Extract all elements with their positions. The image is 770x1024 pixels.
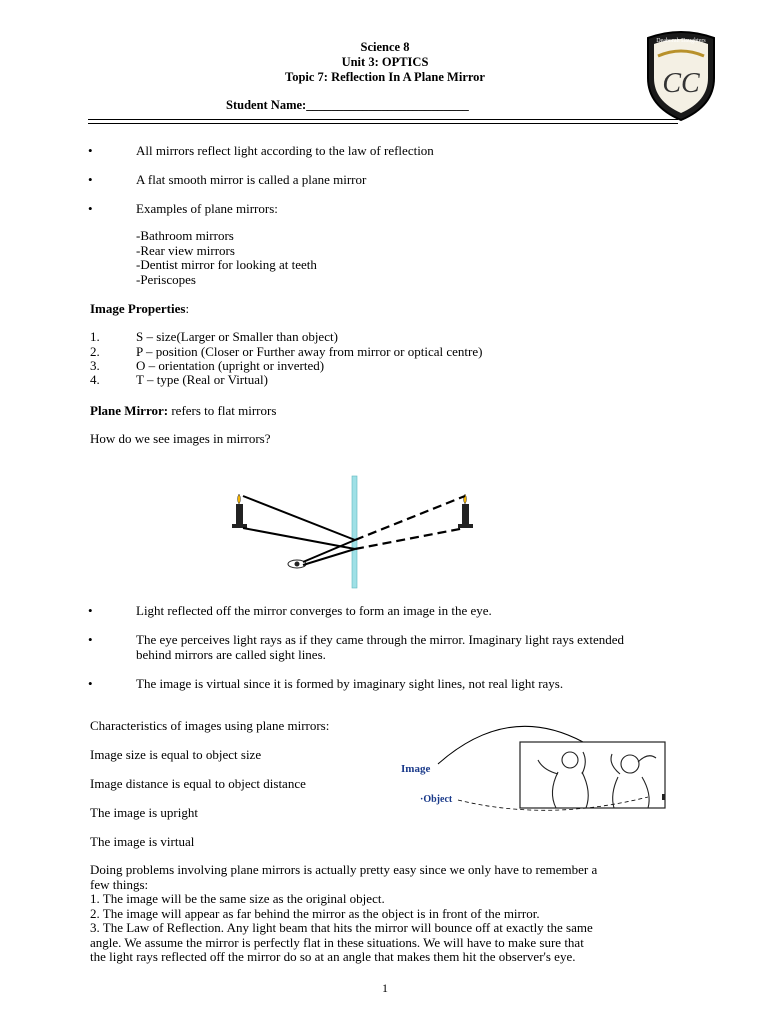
- header-rule: [88, 119, 678, 120]
- image-label: Image: [401, 763, 431, 775]
- header-rule-thin: [88, 123, 678, 124]
- course-title: Science 8: [360, 40, 410, 54]
- student-name-field[interactable]: [226, 98, 469, 113]
- topic-title: Topic 7: Reflection In A Plane Mirror: [285, 70, 485, 84]
- property-text: O – orientation (upright or inverted): [136, 358, 325, 373]
- person-object: [611, 754, 656, 808]
- page-number: 1: [382, 981, 388, 995]
- bullet-text: The image is virtual since it is formed by imaginary sight lines, not real light rays.: [136, 676, 564, 691]
- student-name-label: Student Name:: [226, 98, 307, 112]
- paragraph-line: 3. The Law of Reflection. Any light beam that hits the mirror will bounce off at exactly the same: [90, 920, 593, 935]
- characteristic-item: Image size is equal to object size: [90, 747, 262, 762]
- bullet-text: Examples of plane mirrors:: [136, 201, 278, 216]
- plane-mirror-definition: Plane Mirror: refers to flat mirrors: [90, 403, 277, 418]
- incident-ray-bottom: [243, 528, 355, 549]
- property-number: 2.: [90, 344, 100, 359]
- school-crest-logo: [640, 26, 722, 122]
- property-number: 1.: [90, 329, 100, 344]
- candle-image: [458, 494, 473, 528]
- paragraph-line: angle. We assume the mirror is perfectly flat in these situations. We will have to make sure that: [90, 934, 584, 950]
- mirror: [352, 476, 357, 588]
- paragraph-line: Doing problems involving plane mirrors is actually pretty easy since we only have to remember a: [90, 862, 598, 877]
- characteristics-heading: Characteristics of images using plane mirrors:: [90, 718, 330, 733]
- paragraph-line: 2. The image will appear as far behind the mirror as the object is in front of the mirror.: [90, 905, 540, 921]
- candle-object: [232, 494, 247, 528]
- bullet-symbol: •: [88, 201, 93, 216]
- bullet-text: A flat smooth mirror is called a plane mirror: [136, 172, 367, 187]
- bullet-symbol: •: [88, 172, 93, 187]
- image-properties-heading: Image Properties:: [90, 301, 190, 316]
- crest-banner-text: Deaborah Daughters: [656, 38, 706, 44]
- bullet-text: The eye perceives light rays as if they came through the mirror. Imaginary light rays extended behind mirrors are called sight lines.: [136, 632, 625, 662]
- property-text: P – position (Closer or Further away from mirror or optical centre): [136, 344, 483, 359]
- bullet-symbol: •: [88, 632, 93, 647]
- bullet-text: Light reflected off the mirror converges to form an image in the eye.: [136, 603, 492, 618]
- object-label: ·Object: [420, 794, 453, 805]
- crest-monogram: CC: [662, 68, 700, 99]
- sight-line-bottom: [355, 528, 465, 549]
- characteristic-item: The image is virtual: [90, 834, 195, 849]
- property-number: 3.: [90, 358, 100, 373]
- paragraph-line: 1. The image will be the same size as the original object.: [90, 891, 385, 906]
- paragraph-line: the light rays reflected off the mirror do so at an angle that makes them hit the observer's eye.: [90, 949, 576, 964]
- mirror-example: -Periscopes: [136, 272, 196, 287]
- property-text: S – size(Larger or Smaller than object): [136, 329, 338, 344]
- mirror-example: -Bathroom mirrors: [136, 228, 234, 243]
- question-text: How do we see images in mirrors?: [90, 431, 271, 446]
- characteristic-item: Image distance is equal to object distance: [90, 776, 306, 791]
- sight-line-top: [355, 496, 465, 540]
- mirror-frame: [520, 742, 665, 808]
- characteristic-item: The image is upright: [90, 805, 198, 820]
- student-name-blank: __________________________: [306, 98, 469, 112]
- mirror-example: -Rear view mirrors: [136, 243, 235, 258]
- property-number: 4.: [90, 372, 100, 387]
- bullet-symbol: •: [88, 676, 93, 691]
- bullet-symbol: •: [88, 603, 93, 618]
- mirror-image-figure: [398, 722, 693, 822]
- paragraph-line: few things:: [90, 876, 149, 892]
- bullet-symbol: •: [88, 143, 93, 158]
- unit-title: Unit 3: OPTICS: [341, 55, 429, 69]
- mirror-example: -Dentist mirror for looking at teeth: [136, 257, 317, 272]
- problems-paragraph: [90, 863, 690, 965]
- incident-ray-top: [243, 496, 355, 540]
- person-image: [538, 752, 588, 808]
- plane-mirror-diagram: [225, 474, 485, 594]
- image-pointer-line: [438, 726, 583, 764]
- bullet-text: All mirrors reflect light according to the law of reflection: [136, 143, 434, 158]
- property-text: T – type (Real or Virtual): [136, 372, 268, 387]
